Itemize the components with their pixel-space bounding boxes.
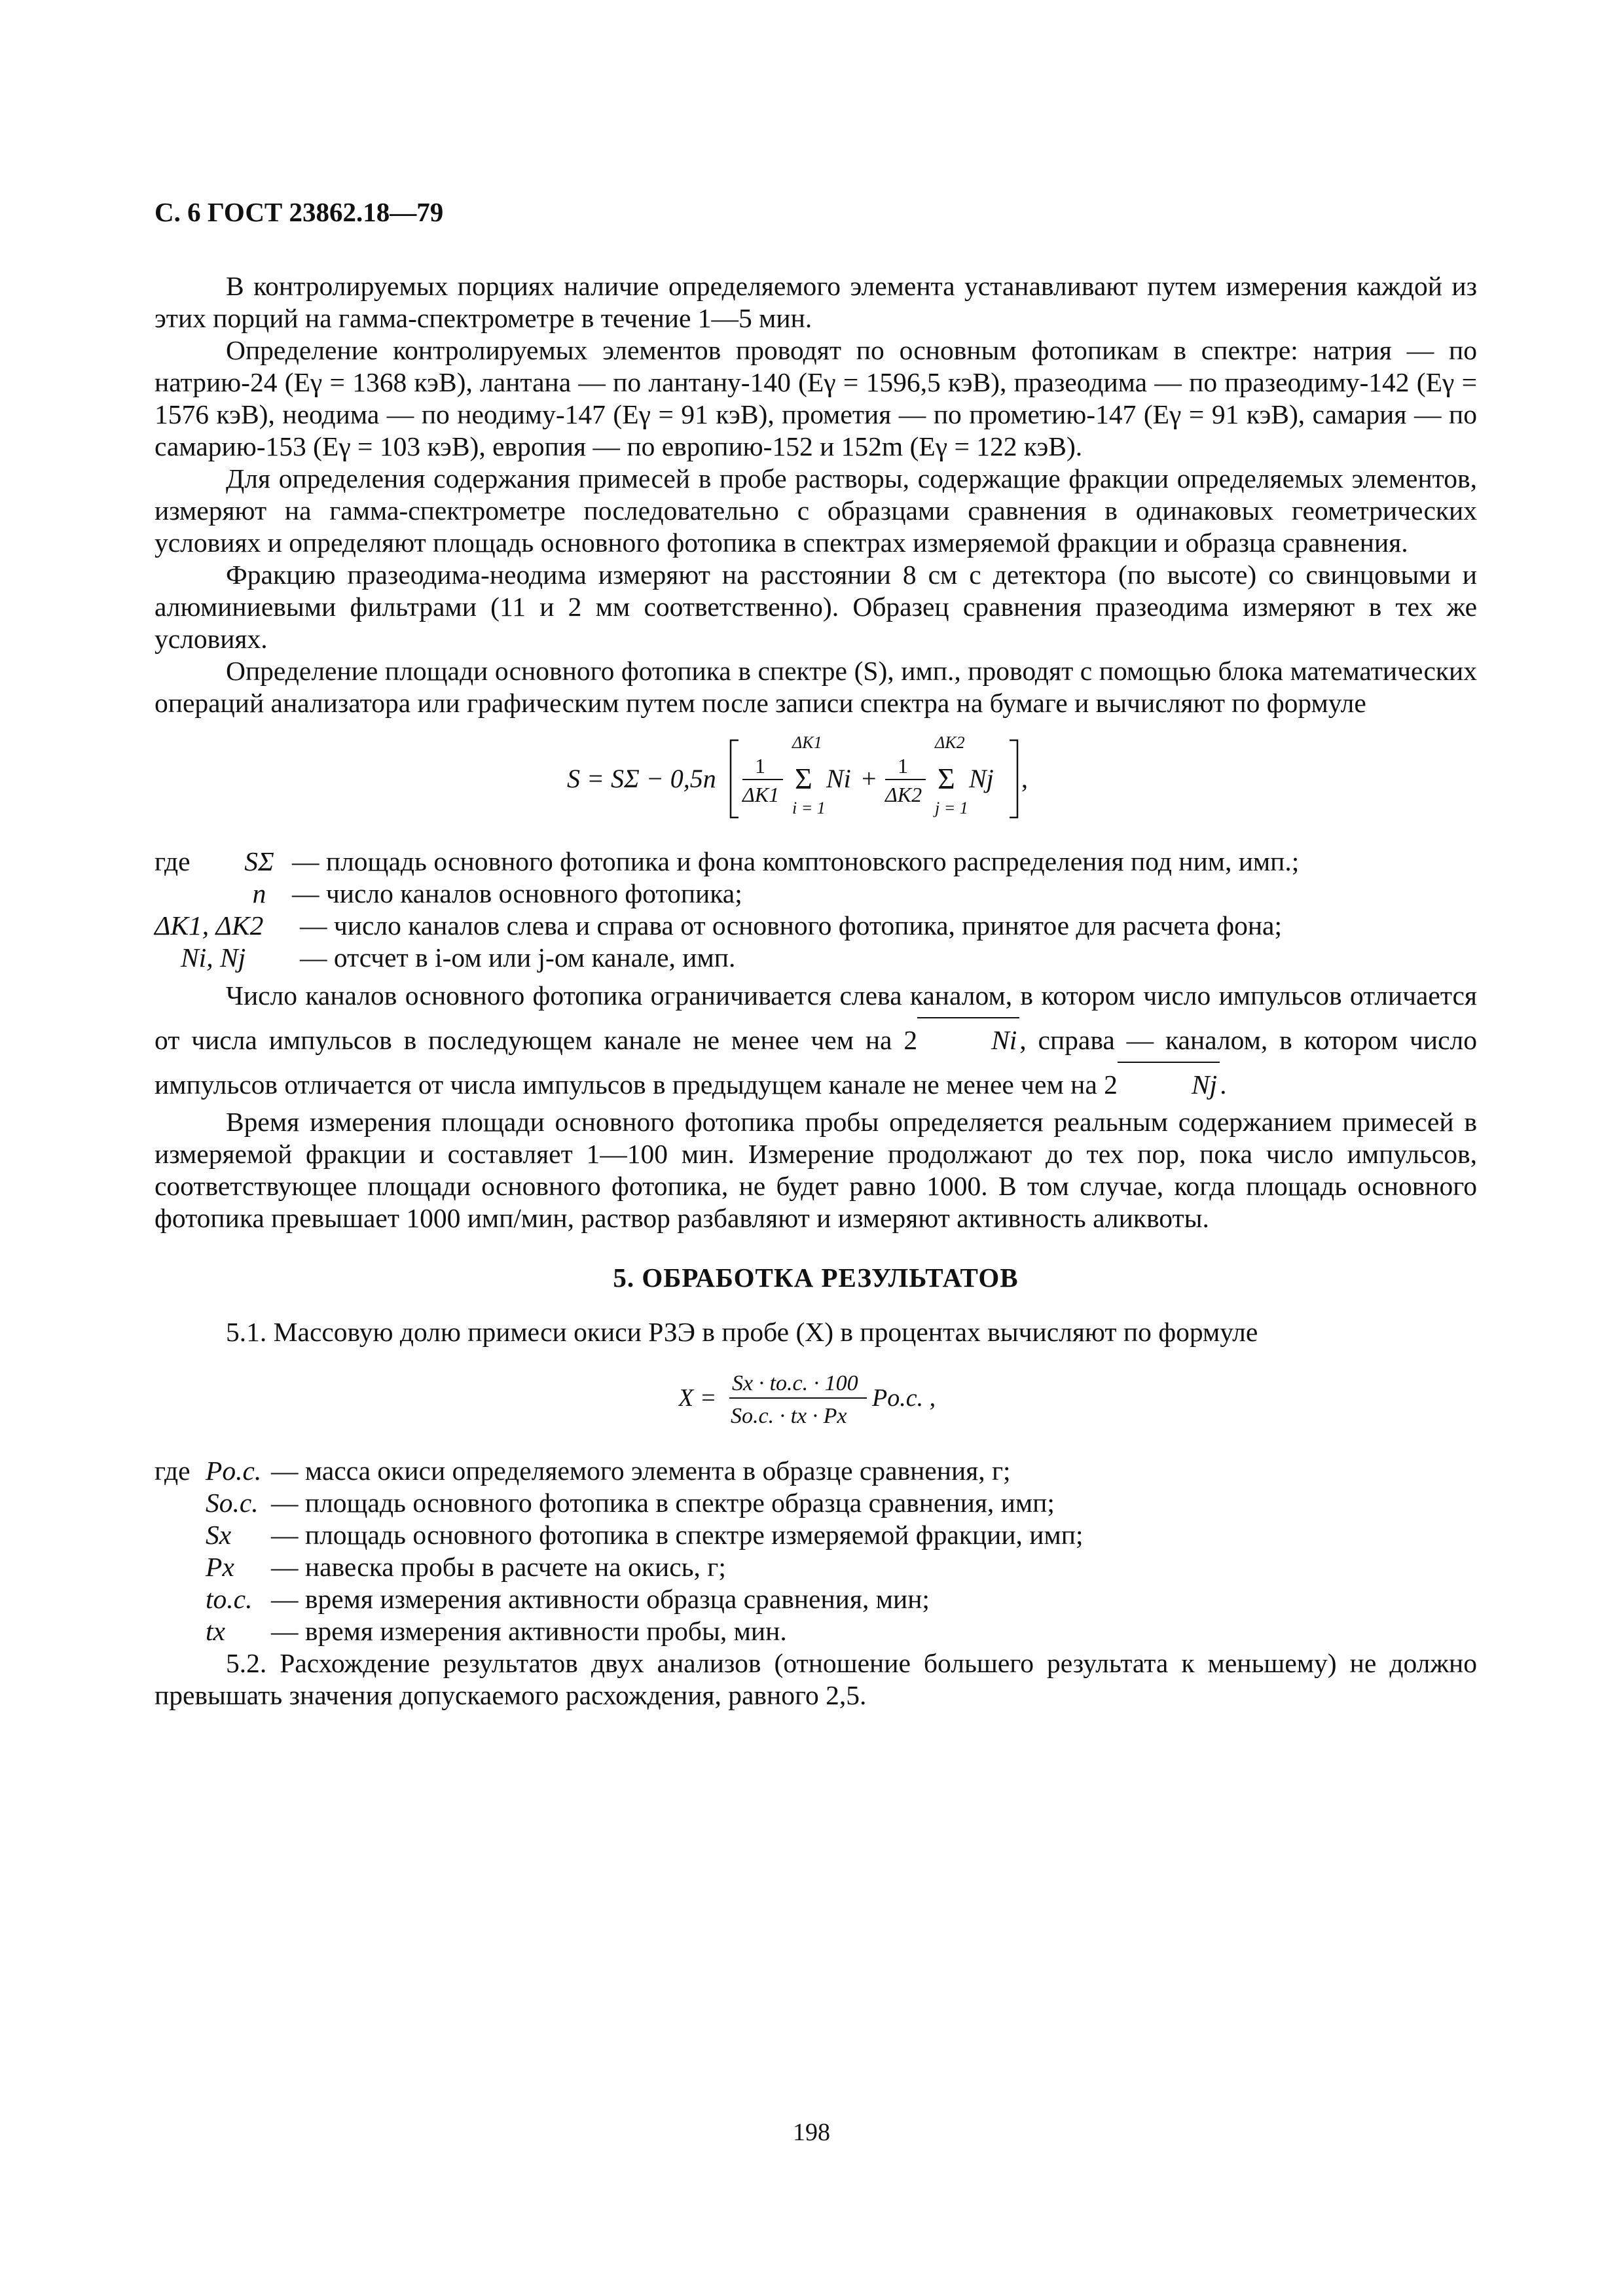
definition-text: — площадь основного фотопика в спектре измеряемой фракции, имп;	[271, 1520, 1084, 1550]
bracket-left	[731, 740, 739, 817]
definition-text: — масса окиси определяемого элемента в образце сравнения, г;	[271, 1456, 1011, 1486]
formula-peak-area	[155, 734, 1477, 833]
document-body	[155, 270, 1477, 1712]
definitions-lead: где	[155, 1456, 191, 1486]
definition-symbol: Sо.с.	[206, 1488, 259, 1518]
paragraph: 5.2. Расхождение результатов двух анализов (отношение большего результата к меньшему) не должно превышать значения допускаемого расхождения, равного 2,5.	[155, 1648, 1477, 1710]
definition-symbol: tо.с.	[206, 1584, 253, 1614]
definitions-list-2	[155, 1455, 1477, 1647]
term1-variable: Ni	[826, 764, 851, 793]
definition-symbol: Pо.с.	[206, 1456, 262, 1486]
page-header: С. 6 ГОСТ 23862.18—79	[155, 197, 444, 227]
paragraph: Для определения содержания примесей в пробе растворы, содержащие фракции определяемых элементов, измеряют на гамма-спектрометре последовательно с образцами сравнения в одинаковых геометрических условиях и определяют площадь основного фотопика в спектрах измеряемой фракции и образца сравнения.	[155, 463, 1477, 558]
definition-row	[155, 1551, 1477, 1583]
definitions-list-1	[155, 846, 1477, 974]
paragraph: Фракцию празеодима-неодима измеряют на расстоянии 8 см с детектора (по высоте) со свинцовыми и алюминиевыми фильтрами (11 и 2 мм соответственно). Образец сравнения празеодима измеряют в тех же условиях.	[155, 560, 1477, 654]
definition-text: — площадь основного фотопика в спектре образца сравнения, имп;	[271, 1488, 1055, 1518]
paragraph: В контролируемых порциях наличие определяемого элемента устанавливают путем измерения каждой из этих порций на гамма-спектрометре в течение 1—5 мин.	[155, 271, 1477, 333]
sqrt-ni: Ni	[917, 1017, 1019, 1062]
term2-numerator: 1	[898, 754, 908, 778]
sum1-sign: Σ	[795, 762, 812, 795]
definition-text: — время измерения активности пробы, мин.	[271, 1616, 787, 1646]
definition-text: — число каналов слева и справа от основного фотопика, принятое для расчета фона;	[300, 910, 1282, 941]
sum2-sign: Σ	[938, 762, 955, 795]
paragraph-text: , справа — каналом, в котором число импульсов отличается от числа импульсов в предыдущем канале не менее чем на 2	[155, 1025, 1477, 1100]
paragraph-text: .	[1220, 1069, 1227, 1100]
paragraph: 5.1. Массовую долю примеси окиси РЗЭ в пробе (X) в процентах вычисляют по формуле	[226, 1317, 1258, 1347]
definition-text: — отсчет в i-ом или j-ом канале, имп.	[300, 942, 736, 973]
definition-text: — площадь основного фотопика и фона комптоновского распределения под ним, имп.;	[292, 846, 1300, 876]
definition-symbol: n	[252, 878, 266, 908]
term2-variable: Nj	[969, 764, 994, 793]
definition-row	[155, 1615, 1477, 1647]
page-number: 198	[793, 2119, 830, 2146]
definition-row	[155, 878, 1477, 910]
definition-symbol: ΔK1, ΔK2	[155, 910, 264, 941]
definition-text: — навеска пробы в расчете на окись, г;	[271, 1552, 726, 1582]
definition-text: — число каналов основного фотопика;	[292, 878, 742, 908]
section-title: 5. ОБРАБОТКА РЕЗУЛЬТАТОВ	[613, 1263, 1019, 1293]
definition-symbol: Px	[206, 1552, 234, 1582]
paragraph: Определение площади основного фотопика в спектре (S), имп., проводят с помощью блока математических операций анализатора или графическим путем после записи спектра на бумаге и вычисляют по формуле	[155, 656, 1477, 718]
bracket-right	[1010, 740, 1017, 817]
formula2-rhs: Pо.с. ,	[872, 1384, 936, 1412]
term1-numerator: 1	[755, 754, 765, 778]
paragraph-channels	[155, 974, 1477, 1106]
definition-symbol: SΣ	[244, 846, 274, 876]
plus-sign: +	[862, 764, 877, 793]
formula-lhs: S = SΣ − 0,5n	[567, 764, 716, 793]
formula2-numerator: Sx · tо.с. · 100	[732, 1371, 858, 1395]
definition-row	[155, 846, 1477, 878]
sqrt-nj: Nj	[1118, 1062, 1220, 1106]
sum1-bottom: i = 1	[792, 798, 826, 817]
definitions-lead: где	[155, 846, 191, 876]
definition-row	[155, 1455, 1477, 1487]
paragraph: Определение контролируемых элементов проводят по основным фотопикам в спектре: натрия — по натрию-24 (Eγ = 1368 кэВ), лантана — по лантану-140 (Eγ = 1596,5 кэВ), празеодима — по празеодиму-142 (Eγ = 1576 кэВ), неодима — по неодиму-147 (Eγ = 91 кэВ), прометия — по прометию-147 (Eγ = 91 кэВ), самария — по самарию-153 (Eγ = 103 кэВ), европия — по европию-152 и 152m (Eγ = 122 кэВ).	[155, 335, 1477, 461]
sum2-top: ΔK2	[935, 734, 965, 752]
sum1-top: ΔK1	[792, 734, 822, 752]
term2-denominator: ΔK2	[885, 783, 922, 806]
definition-symbol: Ni, Nj	[181, 942, 246, 973]
formula-tail: ,	[1021, 764, 1028, 793]
formula2-lhs: X =	[678, 1384, 717, 1412]
formula2-denominator: Sо.с. · tx · Px	[731, 1404, 847, 1428]
definition-row	[155, 1583, 1477, 1615]
definition-row	[155, 942, 1477, 974]
sum2-bottom: j = 1	[935, 798, 968, 817]
definition-symbol: tx	[206, 1616, 225, 1646]
definition-row	[155, 910, 1477, 942]
paragraph: Время измерения площади основного фотопика пробы определяется реальным содержанием примесей в измеряемой фракции и составляет 1—100 мин. Измерение продолжают до тех пор, пока число импульсов, соответствующее площади основного фотопика, не будет равно 1000. В том случае, когда площадь основного фотопика превышает 1000 имп/мин, раствор разбавляют и измеряют активность аликвоты.	[155, 1107, 1477, 1233]
definition-symbol: Sx	[206, 1520, 232, 1550]
definition-row	[155, 1487, 1477, 1519]
definition-text: — время измерения активности образца сравнения, мин;	[271, 1584, 930, 1614]
paragraph-text: Число каналов основного фотопика ограничивается слева каналом, в котором число импульсов отличается от числа импульсов в последующем канале не менее чем на 2	[155, 980, 1477, 1055]
definition-row	[155, 1519, 1477, 1551]
formula-mass-fraction	[155, 1363, 1477, 1442]
term1-denominator: ΔK1	[742, 783, 780, 806]
